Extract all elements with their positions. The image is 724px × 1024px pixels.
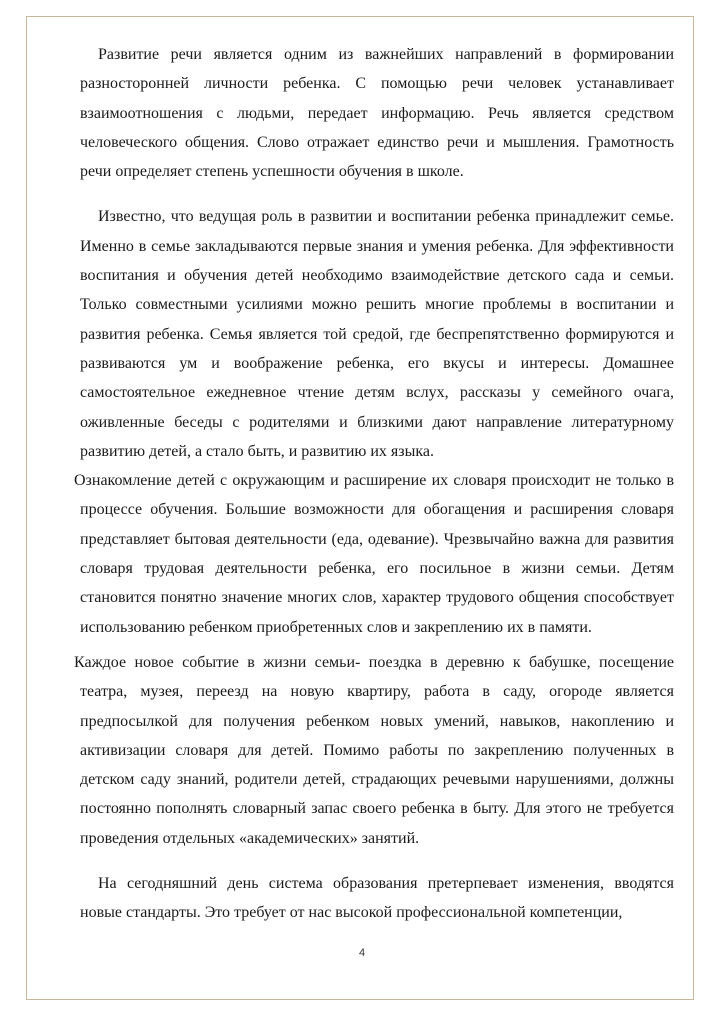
paragraph-speech-development: Развитие речи является одним из важнейших направлений в формировании разносторонней личности ребенка. С помощью речи человек устанавливает взаимоотношения с людьми, передает информацию. Речь является средством человеческого общения. Слово отражает единство речи и мышления. Грамотность речи определяет степень успешности обучения в школе. bbox=[80, 46, 674, 181]
document-body bbox=[74, 40, 674, 928]
paragraph-education-system: На сегодняшний день система образования претерпевает изменения, вводятся новые стандарты. Это требует от нас высокой профессиональной компетенции, bbox=[80, 875, 674, 922]
page-number: 4 bbox=[358, 947, 366, 959]
paragraph-family-role: Известно, что ведущая роль в развитии и воспитании ребенка принадлежит семье. Именно в семье закладываются первые знания и умения ребенка. Для эффективности воспитания и обучения детей необходимо взаимодействие детского сада и семьи. Только совместными усилиями можно решить многие проблемы в воспитании и развития ребенка. Семья является той средой, где беспрепятственно формируются и развиваются ум и воображение ребенка, его вкусы и интересы. Домашнее самостоятельное ежедневное чтение детям вслух, рассказы у семейного очага, оживленные беседы с родителями и близкими дают направление литературному развитию детей, а стало быть, и развитию их языка. bbox=[80, 208, 674, 460]
paragraph-family-events: Каждое новое событие в жизни семьи- поездка в деревню к бабушке, посещение театра, музея, переезд на новую квартиру, работа в саду, огороде является предпосылкой для получения ребенком новых умений, навыков, накоплению и активизации словаря для детей. Помимо работы по закреплению полученных в детском саду знаний, родители детей, страдающих речевыми нарушениями, должны постоянно пополнять словарный запас своего ребенка в быту. Для этого не требуется проведения отдельных «академических» занятий. bbox=[74, 653, 674, 847]
paragraph-vocabulary: Ознакомление детей с окружающим и расширение их словаря происходит не только в процессе обучения. Большие возможности для обогащения и расширения словаря представляет бытовая деятельности (еда, одевание). Чрезвычайно важна для развития словаря трудовая деятельности ребенка, его посильное в жизни семьи. Детям становится понятно значение многих слов, характер трудового общения способствует использованию ребенком приобретенных слов и закреплению их в памяти. bbox=[74, 472, 674, 636]
